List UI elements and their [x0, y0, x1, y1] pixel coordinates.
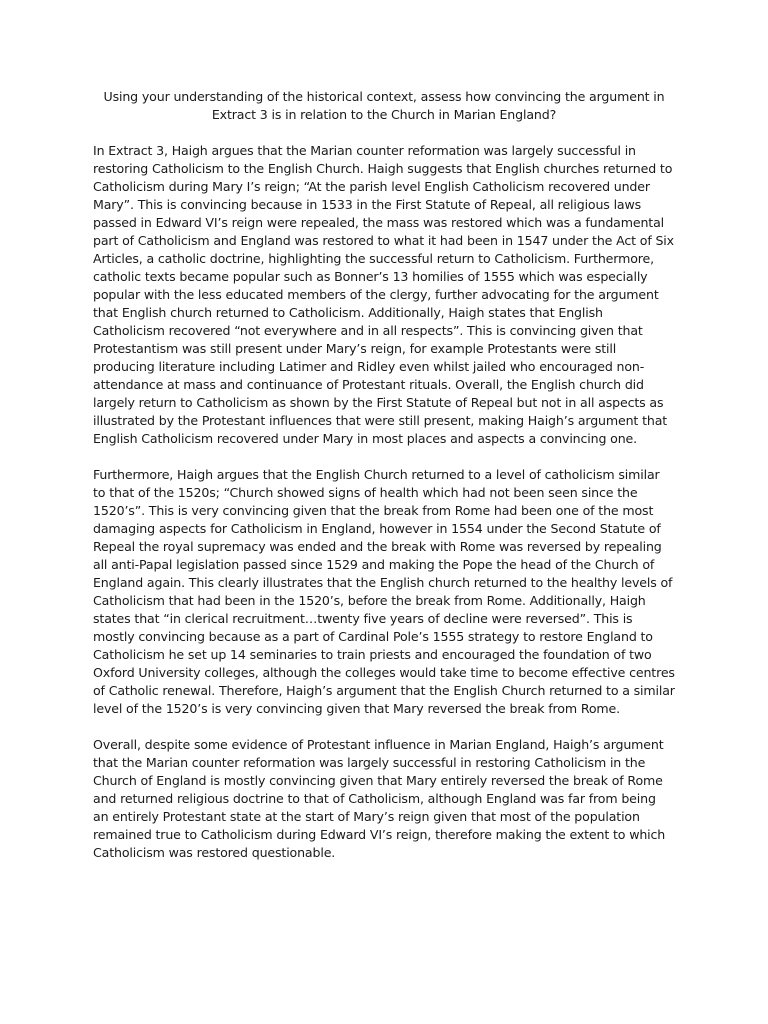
paragraph-2: Furthermore, Haigh argues that the English Church returned to a level of catholicism similar to that of the 1520s; “Church showed signs of health which had not been seen since the 1520’s”. This is very convincing given that the break from Rome had been one of the most damaging aspects for Catholicism in England, however in 1554 under the Second Statute of Repeal the royal supremacy was ended and the break with Rome was reversed by repealing all anti-Papal legislation passed since 1529 and making the Pope the head of the Church of England again. This clearly illustrates that the English church returned to the healthy levels of Catholicism that had been in the 1520’s, before the break from Rome. Additionally, Haigh states that “in clerical recruitment…twenty five years of decline were reversed”. This is mostly convincing because as a part of Cardinal Pole’s 1555 strategy to restore England to Catholicism he set up 14 seminaries to train priests and encouraged the foundation of two Oxford University colleges, although the colleges would take time to become effective centres of Catholic renewal. Therefore, Haigh’s argument that the English Church returned to a similar level of the 1520’s is very convincing given that Mary reversed the break from Rome. — [93, 467, 675, 716]
paragraph-1: In Extract 3, Haigh argues that the Marian counter reformation was largely successful in restoring Catholicism to the English Church. Haigh suggests that English churches returned to Catholicism during Mary I’s reign; “At the parish level English Catholicism recovered under Mary”. This is convincing because in 1533 in the First Statute of Repeal, all religious laws passed in Edward VI’s reign were repealed, the mass was restored which was a fundamental part of Catholicism and England was restored to what it had been in 1547 under the Act of Six Articles, a catholic doctrine, highlighting the successful return to Catholicism. Furthermore, catholic texts became popular such as Bonner’s 13 homilies of 1555 which was especially popular with the less educated members of the clergy, further advocating for the argument that English church returned to Catholicism. Additionally, Haigh states that English Catholicism recovered “not everywhere and in all respects”. This is convincing given that Protestantism was still present under Mary’s reign, for example Protestants were still producing literature including Latimer and Ridley even whilst jailed who encouraged non-attendance at mass and continuance of Protestant rituals. Overall, the English church did largely return to Catholicism as shown by the First Statute of Repeal but not in all aspects as illustrated by the Protestant influences that were still present, making Haigh’s argument that English Catholicism recovered under Mary in most places and aspects a convincing one. — [93, 143, 674, 446]
essay-question: Using your understanding of the historical context, assess how convincing the argument in Extract 3 is in relation to the Church in Marian England? — [103, 89, 665, 122]
document-body — [93, 88, 675, 880]
paragraph-3: Overall, despite some evidence of Protestant influence in Marian England, Haigh’s argument that the Marian counter reformation was largely successful in restoring Catholicism in the Church of England is mostly convincing given that Mary entirely reversed the break of Rome and returned religious doctrine to that of Catholicism, although England was far from being an entirely Protestant state at the start of Mary’s reign given that most of the population remained true to Catholicism during Edward VI’s reign, therefore making the extent to which Catholicism was restored questionable. — [93, 737, 666, 860]
